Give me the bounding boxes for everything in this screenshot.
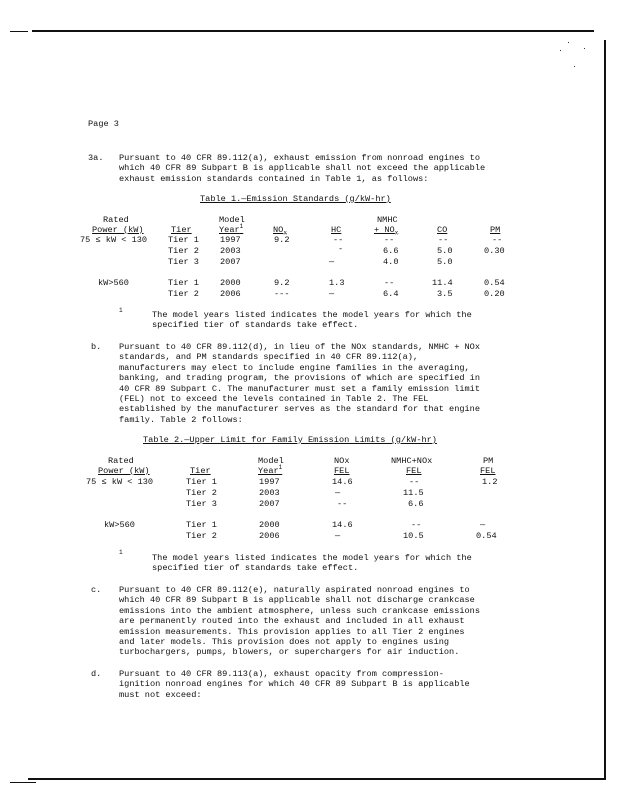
table2-cell-year: 2000 — [259, 520, 280, 530]
table2-header-pm-line1: PM — [483, 456, 494, 466]
table1-cell-year: 2007 — [220, 257, 241, 267]
table2-title: Table 2.—Upper Limit for Family Emission Limits (g/kW-hr) — [143, 435, 437, 445]
table1-header-year-line1: Model — [219, 215, 245, 225]
text-line: (FEL) not to exceed the levels contained in Table 2. The FEL — [119, 393, 429, 404]
table1-cell-tier: Tier 3 — [168, 257, 199, 267]
text-line: specified tier of standards take effect. — [152, 320, 359, 331]
table1-header-hc: HC — [331, 225, 342, 235]
scan-speck — [574, 66, 575, 67]
table1-cell-year: 1997 — [220, 235, 241, 245]
table2-cell-power: 75 ≤ kW < 130 — [86, 477, 154, 487]
table1-header-tier: Tier — [171, 225, 192, 235]
table1-cell-pm: 0.30 — [484, 246, 505, 256]
item-d-label: d. — [91, 669, 102, 679]
table1-header-power-line1: Rated — [103, 215, 129, 225]
table1-cell-tier: Tier 1 — [168, 235, 199, 245]
item-c-label: c. — [91, 585, 102, 595]
text-line: Pursuant to 40 CFR 89.112(e), naturally aspirated nonroad engines to — [119, 585, 470, 595]
table2-header-nox-line2: FEL — [334, 466, 350, 476]
table1-cell-tier: Tier 2 — [168, 289, 199, 299]
item-3a-text — [119, 153, 485, 184]
table2-cell-pm: 1.2 — [482, 477, 498, 487]
table1-cell-co: 11.4 — [432, 278, 453, 288]
table2-cell-nox: 14.6 — [332, 477, 353, 487]
right-scan-edge — [604, 40, 606, 780]
table1-cell-nmhc: -- — [384, 278, 395, 288]
table1-cell-year: 2003 — [220, 246, 241, 256]
text-line: must not exceed: — [119, 689, 202, 700]
table2-header-nox-line1: NOx — [334, 456, 350, 466]
item-b-text — [119, 342, 480, 425]
text-line: emissions into the ambient atmosphere, unless such crankcase emissions — [119, 605, 480, 616]
table2-header-nmhc-line1: NMHC+NOx — [391, 456, 433, 466]
bottom-scan-rule — [28, 778, 604, 780]
table1-header-power-line2: Power (kW) — [92, 225, 144, 235]
table2-header-tier: Tier — [190, 466, 211, 476]
table2-cell-nmhc: -- — [409, 477, 420, 487]
text-line: Pursuant to 40 CFR 89.112(d), in lieu of the NOx standards, NMHC + NOx — [119, 342, 480, 352]
table2-header-nmhc-line2: FEL — [406, 466, 422, 476]
table2-cell-year: 2003 — [259, 488, 280, 498]
table2-cell-nmhc: 10.5 — [403, 531, 424, 541]
text-line: ignition nonroad engines for which 40 CFR 89 Subpart B is applicable — [119, 679, 470, 690]
item-3a-label: 3a. — [88, 153, 104, 163]
table1-cell-power: 75 ≤ kW < 130 — [80, 235, 148, 245]
top-scan-rule-left-cap — [10, 31, 28, 32]
text-line: which 40 CFR 89 Subpart B is applicable shall not discharge crankcase — [119, 595, 475, 606]
table2-cell-year: 1997 — [259, 477, 280, 487]
text-line: 40 CFR 89 Subpart C. The manufacturer must set a family emission limit — [119, 383, 480, 394]
top-scan-rule — [32, 30, 594, 32]
text-line: manufacturers may elect to include engine families in the averaging, — [119, 362, 470, 373]
bottom-scan-rule-short — [10, 782, 36, 783]
table1-cell-power: kW>560 — [98, 278, 129, 288]
table2-cell-tier: Tier 2 — [186, 488, 217, 498]
scan-speck — [560, 50, 561, 51]
table1-cell-hc: - — [338, 244, 344, 254]
table1-cell-year: 2006 — [220, 289, 241, 299]
text-line: The model years listed indicates the model years for which the — [152, 553, 472, 563]
table1-cell-tier: Tier 2 — [168, 246, 199, 256]
table2-cell-power: kW>560 — [104, 520, 135, 530]
table2-cell-tier: Tier 1 — [186, 520, 217, 530]
table1-cell-nmhc: 6.6 — [383, 246, 399, 256]
text-line: which 40 CFR 89 Subpart B is applicable shall not exceed the applicable — [119, 163, 486, 174]
table2-cell-nmhc: 6.6 — [408, 499, 424, 509]
table2-header-year-line2: Year$^1$ — [258, 464, 283, 476]
text-line: emission measurements. This provision applies to all Tier 2 engines — [119, 626, 465, 637]
page-label: Page 3 — [88, 119, 119, 129]
table2-cell-nmhc: 11.5 — [403, 488, 424, 498]
text-line: Pursuant to 40 CFR 89.112(a), exhaust emission from nonroad engines to — [119, 153, 480, 163]
table2-cell-tier: Tier 3 — [186, 499, 217, 509]
text-line: specified tier of standards take effect. — [152, 563, 359, 574]
table1-footnote-mark: 1 — [119, 307, 123, 314]
table1-header-nmhc-line1: NMHC — [377, 215, 398, 225]
table2-cell-nmhc: -- — [411, 520, 422, 530]
table2-cell-tier: Tier 2 — [186, 531, 217, 541]
table1-cell-nmhc: 4.0 — [383, 257, 399, 267]
text-line: banking, and trading program, the provisions of which are specified in — [119, 373, 480, 384]
table2-header-pm-line2: FEL — [480, 466, 496, 476]
table2-cell-year: 2007 — [259, 499, 280, 509]
table2-cell-nox: -- — [337, 499, 348, 509]
table2-footnote-mark: 1 — [119, 549, 123, 556]
table2-header-power-line1: Rated — [108, 456, 134, 466]
table2-header-power-line2: Power (kW) — [98, 466, 150, 476]
text-line: family. Table 2 follows: — [119, 414, 243, 425]
item-b-label: b. — [91, 342, 102, 352]
table1-cell-nox: 9.2 — [274, 235, 290, 245]
table1-cell-nmhc: 6.4 — [383, 289, 399, 299]
table1-cell-nox: 9.2 — [274, 278, 290, 288]
table1-cell-tier: Tier 1 — [168, 278, 199, 288]
table1-header-nmhc-line2: + $NO_x$ — [374, 225, 399, 237]
scan-speck — [584, 48, 585, 49]
table1-cell-hc: 1.3 — [329, 278, 345, 288]
table1-header-pm: PM — [490, 225, 501, 235]
table1-cell-co: 3.5 — [437, 289, 453, 299]
item-c-text — [119, 585, 480, 658]
table1-cell-co: 5.0 — [437, 246, 453, 256]
table1-cell-hc: — — [329, 257, 335, 267]
table1-cell-pm: 0.20 — [484, 289, 505, 299]
table2-cell-nox: — — [335, 488, 341, 498]
table1-cell-nmhc: -- — [384, 235, 395, 245]
table1-header-nox: $NO_x$ — [273, 225, 287, 237]
table2-header-year-line1: Model — [258, 456, 284, 466]
table1-cell-hc: -- — [333, 235, 344, 245]
table2-cell-nox: 14.6 — [332, 520, 353, 530]
table2-cell-pm: — — [480, 520, 486, 530]
text-line: exhaust emission standards contained in Table 1, as follows: — [119, 173, 429, 184]
scan-speck — [568, 42, 569, 43]
table1-footnote — [152, 310, 472, 331]
table1-header-co: CO — [437, 225, 448, 235]
item-d-text — [119, 669, 470, 700]
table1-cell-co: 5.0 — [437, 257, 453, 267]
table1-cell-year: 2000 — [220, 278, 241, 288]
table1-cell-pm: 0.54 — [484, 278, 505, 288]
text-line: standards, and PM standards specified in 40 CFR 89.112(a), — [119, 352, 419, 363]
table2-cell-pm: 0.54 — [476, 531, 497, 541]
table1-title: Table 1.—Emission Standards (g/kW-hr) — [200, 194, 391, 204]
text-line: established by the manufacturer serves as the standard for that engine — [119, 404, 480, 415]
table1-cell-co: -- — [438, 235, 449, 245]
text-line: The model years listed indicates the model years for which the — [152, 310, 472, 320]
table1-cell-hc: — — [329, 289, 335, 299]
table2-cell-year: 2006 — [259, 531, 280, 541]
table1-cell-nox: --- — [274, 289, 290, 299]
table2-cell-nox: — — [335, 531, 341, 541]
text-line: and later models. This provision does not apply to engines using — [119, 636, 450, 647]
text-line: Pursuant to 40 CFR 89.113(a), exhaust opacity from compression- — [119, 669, 444, 679]
text-line: turbochargers, pumps, blowers, or superchargers for air induction. — [119, 647, 460, 658]
table2-footnote — [152, 553, 472, 574]
table2-cell-tier: Tier 1 — [186, 477, 217, 487]
table1-header-year-line2: Year$^1$ — [219, 223, 244, 235]
text-line: are permanently routed into the exhaust and included in all exhaust — [119, 616, 465, 627]
table1-cell-pm: -- — [492, 235, 503, 245]
